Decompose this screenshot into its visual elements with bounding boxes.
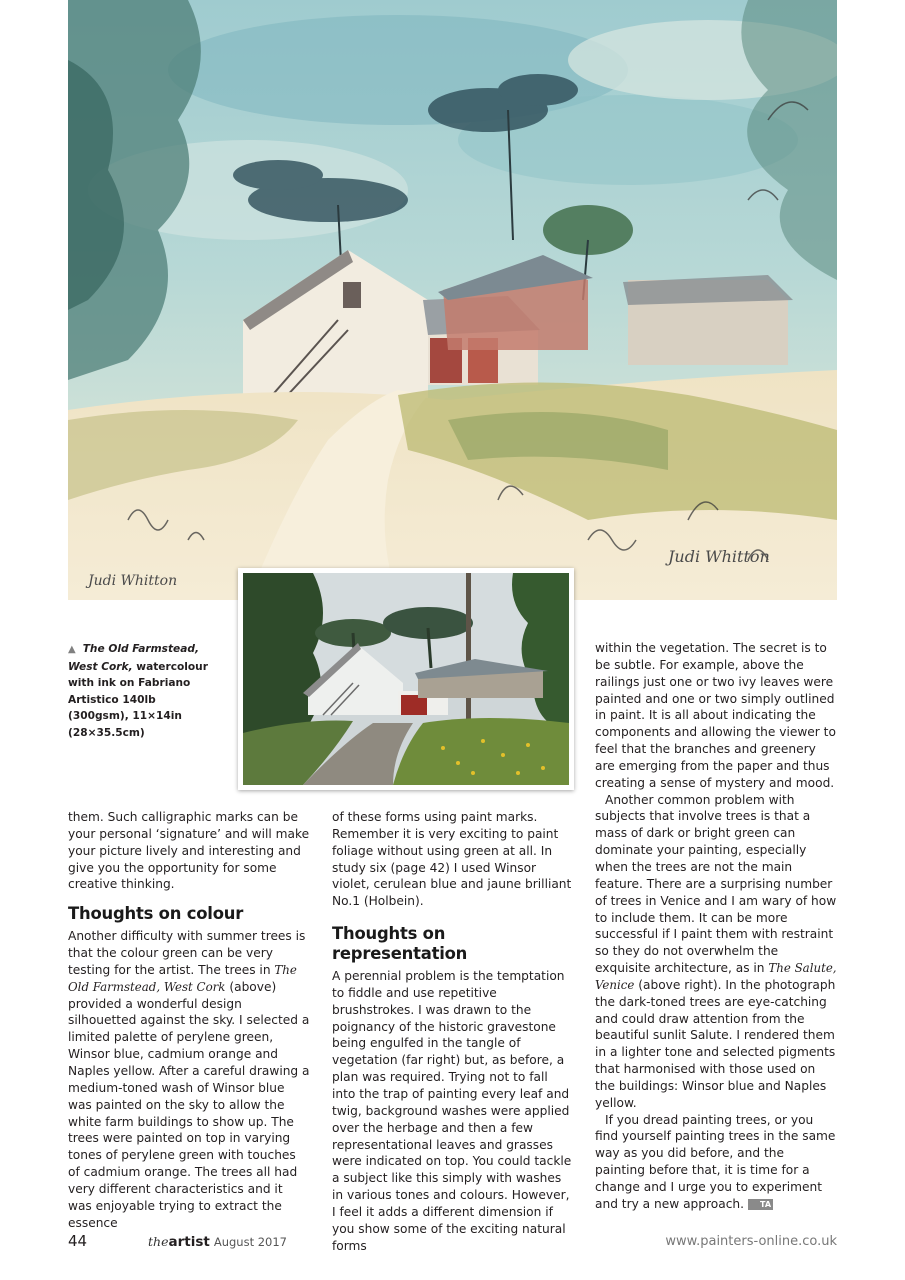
image-caption — [68, 641, 220, 742]
page-number: 44 — [68, 1232, 88, 1250]
signature-left: Judi Whitton — [88, 573, 178, 589]
issue-date: August 2017 — [213, 1235, 287, 1249]
photo-farmstead — [238, 568, 574, 790]
paragraph: within the vegetation. The secret is to be subtle. For example, above the railings just one or two ivy leaves were painted and one or two simply outlined in paint. It is all about indicating the components and allowing the viewer to feel that the branches and greenery are emerging from the paper and thus creating a sense of mystery and mood. — [595, 641, 836, 790]
painting-old-farmstead — [68, 0, 837, 600]
end-mark: TA — [748, 1199, 773, 1210]
heading-thoughts-on-representation: Thoughts on representation — [332, 924, 468, 964]
caption-marker-icon: ▲ — [68, 644, 76, 655]
signature-right: Judi Whitton — [668, 547, 770, 566]
paragraph: Another common problem with subjects that involve trees is that a mass of dark or bright green can dominate your painting, especially when the trees are not the main feature. There are a surprising number of trees in Venice and I am wary of how to include them. It can be more successful if I paint them with restraint so they do not overwhelm the exquisite architecture, as in The Salute, Venice (above right). In the photograph the dark-toned trees are eye-catching and could draw attention from the beautiful sunlit Salute. I rendered them in a lighter tone and selected pigments that harmonised with those used on the buildings: Winsor blue and Naples yellow. — [595, 792, 837, 1110]
caption-title: The Old Farmstead, West Cork, — [68, 643, 199, 673]
heading-thoughts-on-colour: Thoughts on colour — [68, 904, 244, 924]
artwork-title: The Old Farmstead, West Cork — [68, 962, 297, 994]
caption-details: watercolour with ink on Fabriano Artistico 140lb (300gsm), 11×14in (28×35.5cm) — [68, 660, 208, 739]
paragraph: A perennial problem is the temptation to fiddle and use repetitive brushstrokes. I was drawn to the poignancy of the historic gravestone being engulfed in the tangle of vegetation (far right) but, as before, a plan was required. Trying not to fall into the trap of painting every leaf and twig, background washes were applied over the herbage and then a few representational leaves and grasses were indicated on top. You could tackle a subject like this simply with washes in various tones and colours. However, I feel it adds a different dimension if you show some of the exciting natural forms — [332, 969, 572, 1253]
paragraph: them. Such calligraphic marks can be your personal ‘signature’ and will make your picture lively and interesting and give you the opportunity for some creative thinking. — [68, 810, 310, 892]
text-column-1 — [68, 809, 310, 1231]
text-column-2 — [332, 809, 574, 1254]
paragraph: If you dread painting trees, or you find yourself painting trees in the same way as you did before, and the painting before that, it is time for a change and I urge you to experiment and try a new approach. TA — [595, 1112, 836, 1211]
brand-the: the — [148, 1234, 169, 1249]
paragraph: Another difficulty with summer trees is that the colour green can be very testing for the artist. The trees in The Old Farmstead, West Cork (above) provided a wonderful design silhouetted against the sky. I selected a limited palette of perylene green, Winsor blue, cadmium orange and Naples yellow. After a careful drawing a medium-toned wash of Winsor blue was painted on the sky to allow the white farm buildings to show up. The trees were painted on top in varying tones of perylene green with touches of cadmium orange. The trees all had very different characteristics and it was enjoyable trying to extract the essence — [68, 929, 310, 1230]
website-link[interactable]: www.painters-online.co.uk — [665, 1234, 837, 1249]
text-column-3 — [595, 640, 837, 1213]
magazine-brand — [148, 1234, 287, 1250]
paragraph: of these forms using paint marks. Remember it is very exciting to paint foliage without using green at all. In study six (page 42) I used Winsor violet, cerulean blue and jaune brilliant No.1 (Holbein). — [332, 810, 572, 909]
brand-artist: artist — [168, 1234, 210, 1250]
artwork-title: The Salute, Venice — [595, 961, 837, 992]
